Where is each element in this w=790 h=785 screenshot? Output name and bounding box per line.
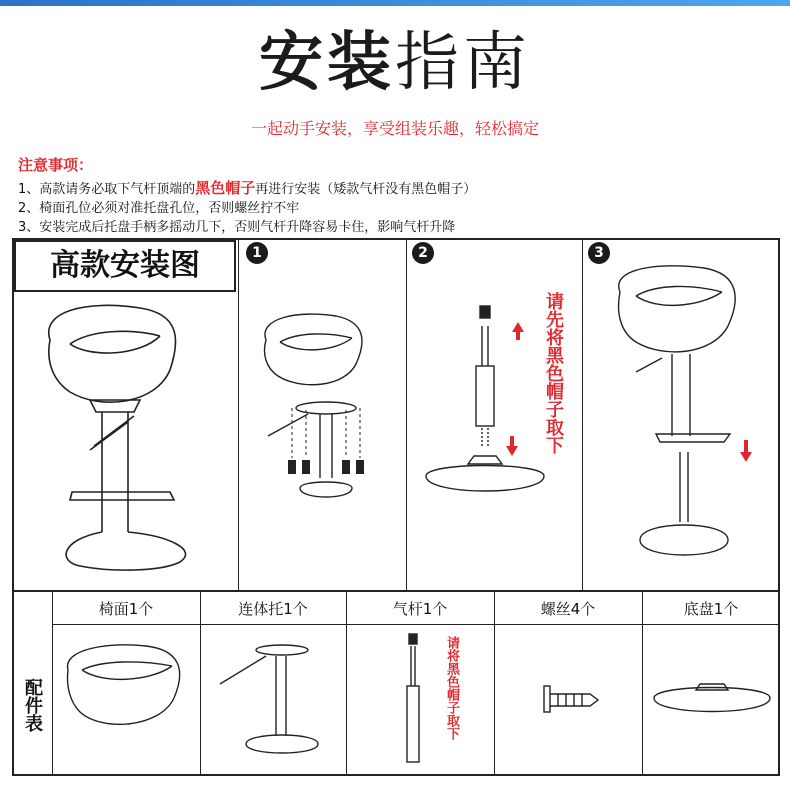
part-gas-rod-illustration [398,632,428,768]
step-3-badge: 3 [588,242,610,264]
part-gas-rod-note: 请将黑色帽子取下 [444,636,459,740]
parts-table-label: 配件表 [22,678,43,732]
part-label-base: 底盘1个 [683,600,739,618]
part-label-tray: 连体托1个 [238,600,308,618]
page-title-part2: 指南 [395,26,531,100]
step-3-illustration [600,262,770,572]
part-screw-illustration [540,680,604,720]
divider-v1 [238,238,239,590]
note-item-3: 3、安装完成后托盘手柄多摇动几下，否则气杆升降容易卡住，影响气杆升降 [18,220,456,235]
overview-title: 高款安装图 [14,240,236,292]
part-base-illustration [650,668,774,728]
top-accent-bar [0,0,790,6]
notes-section [18,156,778,237]
step-2-note: 请先将黑色帽子取下 [543,292,564,454]
step-2-illustration [416,296,546,506]
note-item-1 [18,179,778,199]
part-seat-illustration [62,640,192,750]
divider-h-parts-header [52,624,780,625]
note-item-1-post: 再进行安装（矮款气杆没有黑色帽子） [255,182,477,197]
divider-v3 [582,238,583,590]
step-1-illustration [248,310,398,510]
part-label-seat: 椅面1个 [98,600,154,618]
step-1-badge: 1 [246,242,268,264]
page-title-part1: 安装 [259,26,395,100]
part-label-gas-rod: 气杆1个 [392,600,448,618]
page-title [0,18,790,108]
notes-heading: 注意事项： [18,156,94,174]
part-tray-illustration [206,640,340,770]
divider-v2 [406,238,407,590]
note-item-1-highlight: 黑色帽子 [195,179,256,197]
part-label-screws: 螺丝4个 [540,600,596,618]
note-item-1-pre: 1、高款请务必取下气杆顶端的 [18,182,196,197]
divider-h-parts [12,590,780,592]
page-subtitle: 一起动手安装，享受组装乐趣，轻松搞定 [250,119,539,138]
note-item-2: 2、椅面孔位必须对准托盘孔位，否则螺丝拧不牢 [18,201,300,216]
step-2-badge: 2 [412,242,434,264]
stool-overview-illustration [30,300,230,580]
